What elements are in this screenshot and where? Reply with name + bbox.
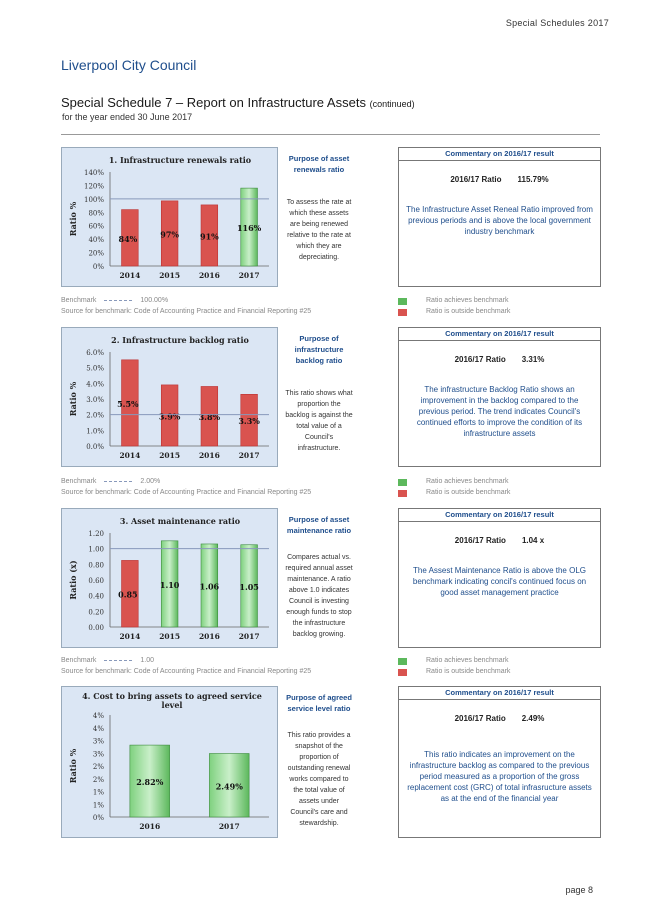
y-tick-label: 20% <box>88 249 104 258</box>
chart-maintenance <box>61 508 278 648</box>
chart-backlog <box>61 327 278 467</box>
benchmark-label: Benchmark <box>61 657 97 664</box>
y-tick-label: 80% <box>88 209 104 218</box>
data-label: 2.82% <box>136 777 164 788</box>
y-tick-label: 40% <box>88 236 104 245</box>
legend-outside: Ratio is outside benchmark <box>426 668 511 675</box>
ratio-label: 2016/17 Ratio <box>454 714 506 723</box>
divider <box>61 134 600 135</box>
y-axis-label: Ratio % <box>68 201 78 237</box>
commentary-backlog <box>398 327 601 467</box>
x-tick-label: 2016 <box>198 632 220 641</box>
green-swatch-icon <box>398 658 407 665</box>
y-tick-label: 0% <box>92 263 104 271</box>
x-tick-label: 2014 <box>119 632 141 641</box>
legend-achieves: Ratio achieves benchmark <box>426 478 509 485</box>
green-swatch-icon <box>398 298 407 305</box>
x-tick-label: 2016 <box>198 451 220 460</box>
legend-achieves: Ratio achieves benchmark <box>426 657 509 664</box>
data-label: 3.3% <box>238 416 260 427</box>
benchmark-row <box>61 297 168 304</box>
ratio-label: 2016/17 Ratio <box>450 175 502 184</box>
benchmark-source: Source for benchmark: Code of Accounting Practice and Financial Reporting #25 <box>61 308 312 315</box>
legend-outside: Ratio is outside benchmark <box>426 308 511 315</box>
x-tick-label: 2015 <box>159 271 181 280</box>
y-tick-label: 1.00 <box>88 545 104 554</box>
y-tick-label: 4% <box>92 724 104 733</box>
benchmark-source: Source for benchmark: Code of Accounting Practice and Financial Reporting #25 <box>61 668 312 675</box>
benchmark-value: 100.00% <box>140 297 169 304</box>
chart-maintenance-svg <box>62 509 279 649</box>
data-label: 5.5% <box>117 398 139 409</box>
data-label: 1.10 <box>159 579 180 590</box>
commentary-heading: Commentary on 2016/17 result <box>399 687 600 700</box>
ratio-result <box>399 355 600 364</box>
legend-achieves: Ratio achieves benchmark <box>426 297 509 304</box>
y-tick-label: 0.40 <box>88 592 104 601</box>
commentary-text: The infrastructure Backlog Ratio shows an improvement in the backlog compared to the previous period. The trend indicates Council's continued efforts to improve the condition of its infrastructure assets <box>416 385 583 438</box>
y-tick-label: 1% <box>92 801 104 810</box>
data-label: 3.8% <box>198 412 221 423</box>
y-tick-label: 1.20 <box>88 530 104 538</box>
x-tick-label: 2017 <box>238 632 260 641</box>
purpose-backlog <box>285 327 353 467</box>
y-tick-label: 0.20 <box>88 608 104 617</box>
x-tick-label: 2016 <box>139 822 161 831</box>
chart-backlog-svg <box>62 328 279 468</box>
x-tick-label: 2017 <box>218 822 240 831</box>
y-tick-label: 3% <box>92 737 104 746</box>
purpose-title: Purpose of infrastructure backlog ratio <box>294 334 344 365</box>
red-swatch-icon <box>398 309 407 316</box>
commentary-text: The Infrastructure Asset Reneal Ratio improved from previous periods and is above the local government industry benchmark <box>406 205 593 236</box>
ratio-label: 2016/17 Ratio <box>454 355 506 364</box>
y-tick-label: 120% <box>83 182 104 191</box>
y-tick-label: 0.00 <box>88 624 104 632</box>
data-label: 116% <box>236 223 262 234</box>
commentary-heading: Commentary on 2016/17 result <box>399 148 600 161</box>
chart-title: 1. Infrastructure renewals ratio <box>108 155 252 165</box>
ratio-result <box>399 175 600 184</box>
purpose-text: This ratio provides a snapshot of the proportion of outstanding renewal works compared to the total value of assets under Council's care and stewardship. <box>287 732 351 827</box>
commentary-heading: Commentary on 2016/17 result <box>399 328 600 341</box>
benchmark-label: Benchmark <box>61 478 97 485</box>
y-tick-label: 2% <box>92 763 104 771</box>
y-tick-label: 3% <box>92 750 104 759</box>
x-tick-label: 2015 <box>159 451 181 460</box>
purpose-text: Compares actual vs. required annual asset maintenance. A ratio above 1.0 indicates Council is investing enough funds to stop the infrastructure backlog growing. <box>285 554 353 638</box>
benchmark-row <box>61 478 160 485</box>
purpose-title: Purpose of asset renewals ratio <box>288 154 350 174</box>
y-tick-label: 1.0% <box>86 427 104 436</box>
benchmark-line-icon <box>104 300 132 301</box>
purpose-service-level <box>285 686 353 838</box>
council-name: Liverpool City Council <box>61 57 197 73</box>
ratio-value: 2.49% <box>521 714 545 723</box>
benchmark-line-icon <box>104 481 132 482</box>
y-tick-label: 0.0% <box>86 443 104 451</box>
commentary-heading: Commentary on 2016/17 result <box>399 509 600 522</box>
purpose-renewals <box>285 147 353 287</box>
benchmark-line-icon <box>104 660 132 661</box>
title-continued: (continued) <box>369 99 415 109</box>
page-title <box>61 95 415 110</box>
commentary-text: The Assest Maintenance Ratio is above the OLG benchmark indicating concil's continued focus on good asset management practice <box>412 566 587 597</box>
x-tick-label: 2015 <box>159 632 181 641</box>
page-subtitle: for the year ended 30 June 2017 <box>62 112 193 122</box>
green-swatch-icon <box>398 479 407 486</box>
y-axis-label: Ratio % <box>68 748 78 784</box>
header-title: Special Schedules 2017 <box>505 18 609 28</box>
x-tick-label: 2014 <box>119 271 141 280</box>
benchmark-row <box>61 657 154 664</box>
chart-service-level <box>61 686 278 838</box>
chart-service-level-svg <box>62 687 279 839</box>
red-swatch-icon <box>398 669 407 676</box>
data-label: 1.05 <box>239 581 259 592</box>
y-tick-label: 4.0% <box>86 380 104 389</box>
title-text: Special Schedule 7 – Report on Infrastructure Assets <box>61 95 366 110</box>
data-label: 91% <box>200 231 219 242</box>
data-label: 2.49% <box>215 781 243 792</box>
x-tick-label: 2017 <box>238 271 260 280</box>
commentary-renewals <box>398 147 601 287</box>
purpose-text: To assess the rate at which these assets are being renewed relative to the rate at which they are depreciating. <box>286 199 352 261</box>
data-label: 0.85 <box>118 589 138 600</box>
chart-title: 2. Infrastructure backlog ratio <box>111 335 249 345</box>
ratio-value: 115.79% <box>517 175 549 184</box>
ratio-label: 2016/17 Ratio <box>454 536 506 545</box>
y-tick-label: 100% <box>83 195 104 204</box>
y-tick-label: 1% <box>92 788 104 797</box>
y-tick-label: 140% <box>83 169 104 177</box>
red-swatch-icon <box>398 490 407 497</box>
purpose-title: Purpose of agreed service level ratio <box>286 693 352 713</box>
y-tick-label: 0.80 <box>88 561 104 570</box>
y-tick-label: 2.0% <box>86 411 104 420</box>
page-number: page 8 <box>565 885 593 895</box>
legend-outside: Ratio is outside benchmark <box>426 489 511 496</box>
y-tick-label: 2% <box>92 775 104 784</box>
ratio-result <box>399 714 600 723</box>
benchmark-value: 2.00% <box>140 478 161 485</box>
chart-title: 3. Asset maintenance ratio <box>119 516 241 526</box>
y-tick-label: 0.60 <box>88 577 104 585</box>
benchmark-label: Benchmark <box>61 297 97 304</box>
y-tick-label: 4% <box>92 712 104 720</box>
data-label: 84% <box>118 233 138 244</box>
y-axis-label: Ratio % <box>68 381 78 417</box>
purpose-text: This ratio shows what proportion the backlog is against the total value of a Council's infrastructure. <box>285 390 353 452</box>
chart-renewals-svg <box>62 148 279 288</box>
chart-renewals <box>61 147 278 287</box>
chart-title: 4. Cost to bring assets to agreed service level <box>82 691 262 710</box>
y-tick-label: 5.0% <box>86 364 104 373</box>
ratio-value: 1.04 x <box>521 536 545 545</box>
commentary-service-level <box>398 686 601 838</box>
benchmark-source: Source for benchmark: Code of Accounting Practice and Financial Reporting #25 <box>61 489 312 496</box>
x-tick-label: 2016 <box>198 271 220 280</box>
commentary-maintenance <box>398 508 601 648</box>
y-tick-label: 0% <box>92 814 104 822</box>
y-tick-label: 3.0% <box>86 396 104 404</box>
benchmark-value: 1.00 <box>140 657 155 664</box>
data-label: 3.9% <box>158 411 181 422</box>
data-label: 97% <box>160 229 179 240</box>
purpose-title: Purpose of asset maintenance ratio <box>286 515 352 535</box>
ratio-result <box>399 536 600 545</box>
x-tick-label: 2014 <box>119 451 141 460</box>
commentary-text: This ratio indicates an improvement on the infrastructure backlog as compared to the previous period measured as a proportion of the gross replacement cost (GRC) of total infrasructure assets as at the end of the financial year <box>407 750 592 803</box>
data-label: 1.06 <box>199 581 220 592</box>
purpose-maintenance <box>285 508 353 648</box>
y-axis-label: Ratio (x) <box>68 560 78 600</box>
y-tick-label: 60% <box>88 222 104 231</box>
y-tick-label: 6.0% <box>86 349 104 357</box>
ratio-value: 3.31% <box>521 355 545 364</box>
x-tick-label: 2017 <box>238 451 260 460</box>
